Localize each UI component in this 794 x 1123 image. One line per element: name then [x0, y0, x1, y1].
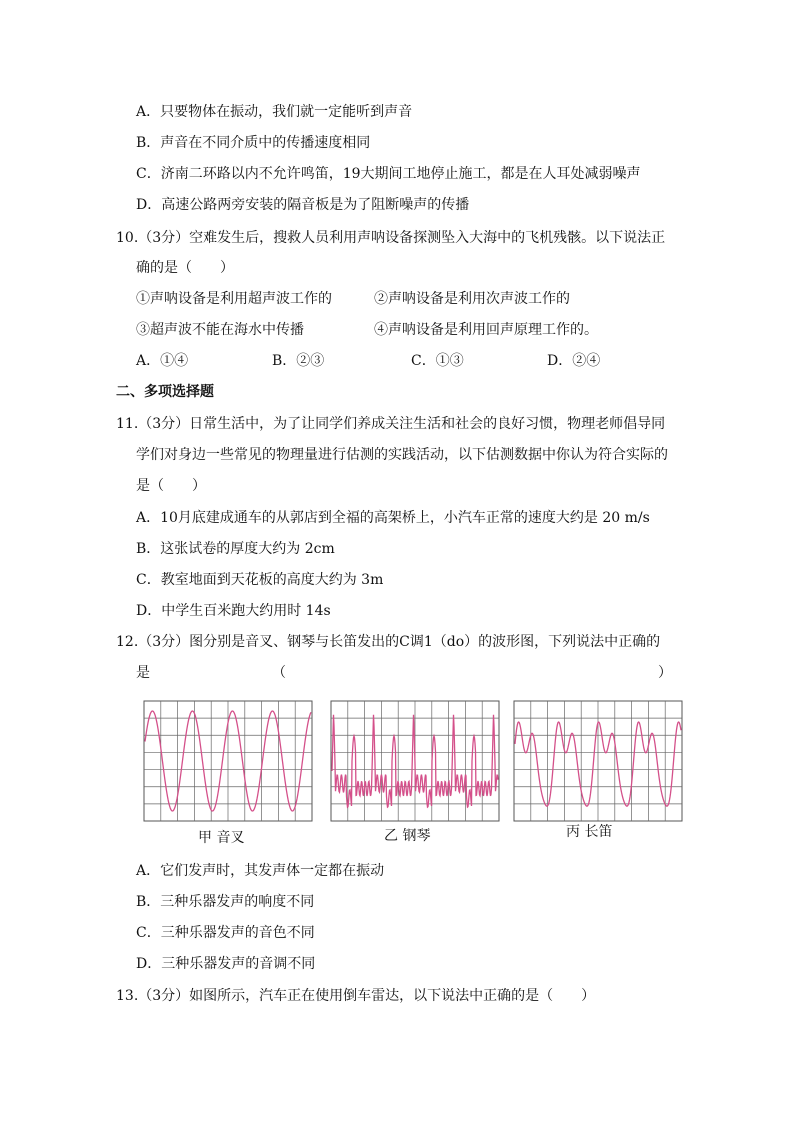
q10-option-c: C．①③ [411, 353, 464, 369]
q9-option-b: B．声音在不同介质中的传播速度相同 [136, 135, 371, 151]
q10-statement-1: ①声呐设备是利用超声波工作的 [136, 291, 332, 307]
q11-option-b: B．这张试卷的厚度大约为 2cm [136, 541, 335, 557]
q10-stem-line1: 10.（3分）空难发生后，搜救人员利用声呐设备探测坠入大海中的飞机残骸。以下说法正 [116, 230, 666, 246]
q10-option-b: B．②③ [272, 353, 325, 369]
caption-flute: 丙 长笛 [566, 824, 613, 840]
caption-piano: 乙 钢琴 [384, 828, 431, 844]
waveform-flute [513, 700, 683, 822]
q10-statement-2: ②声呐设备是利用次声波工作的 [374, 291, 570, 307]
q12-paren-open: （ [272, 665, 286, 681]
q10-stem-line2: 确的是（ ） [136, 260, 234, 276]
q12-option-c: C．三种乐器发声的音色不同 [136, 925, 315, 941]
q11-stem-line2: 学们对身边一些常见的物理量进行估测的实践活动，以下估测数据中你认为符合实际的 [136, 447, 668, 463]
q9-option-c: C．济南二环路以内不允许鸣笛，19大期间工地停止施工，都是在人耳处减弱噪声 [136, 166, 641, 182]
waveform-tuning-fork [143, 700, 313, 822]
q11-option-c: C．教室地面到天花板的高度大约为 3m [136, 572, 384, 588]
q12-option-b: B．三种乐器发声的响度不同 [136, 894, 315, 910]
caption-tuning-fork: 甲 音叉 [198, 830, 245, 846]
q10-statement-3: ③超声波不能在海水中传播 [136, 322, 304, 338]
q12-option-d: D．三种乐器发声的音调不同 [136, 956, 316, 972]
q12-paren-close: ） [658, 665, 672, 681]
q11-stem-line1: 11.（3分）日常生活中，为了让同学们养成关注生活和社会的良好习惯，物理老师倡导同 [116, 416, 666, 432]
q9-option-d: D．高速公路两旁安装的隔音板是为了阻断噪声的传播 [136, 197, 470, 213]
q12-stem-line1: 12.（3分）图分别是音叉、钢琴与长笛发出的C调1（do）的波形图，下列说法中正确的 [116, 634, 661, 650]
q10-option-d: D．②④ [547, 353, 601, 369]
q10-statement-4: ④声呐设备是利用回声原理工作的。 [374, 322, 598, 338]
q13-stem: 13.（3分）如图所示，汽车正在使用倒车雷达，以下说法中正确的是（ ） [116, 988, 596, 1004]
q11-stem-line3: 是（ ） [136, 478, 206, 494]
q10-option-a: A．①④ [136, 353, 189, 369]
q12-option-a: A．它们发声时，其发声体一定都在振动 [136, 863, 385, 879]
q11-option-a: A．10月底建成通车的从郭店到全福的高架桥上，小汽车正常的速度大约是 20 m/s [136, 510, 650, 526]
section-heading: 二、多项选择题 [116, 384, 214, 400]
q12-stem-line2: 是 [136, 665, 150, 681]
waveform-piano [330, 700, 500, 822]
q9-option-a: A．只要物体在振动，我们就一定能听到声音 [136, 104, 413, 120]
q11-option-d: D．中学生百米跑大约用时 14s [136, 603, 331, 619]
